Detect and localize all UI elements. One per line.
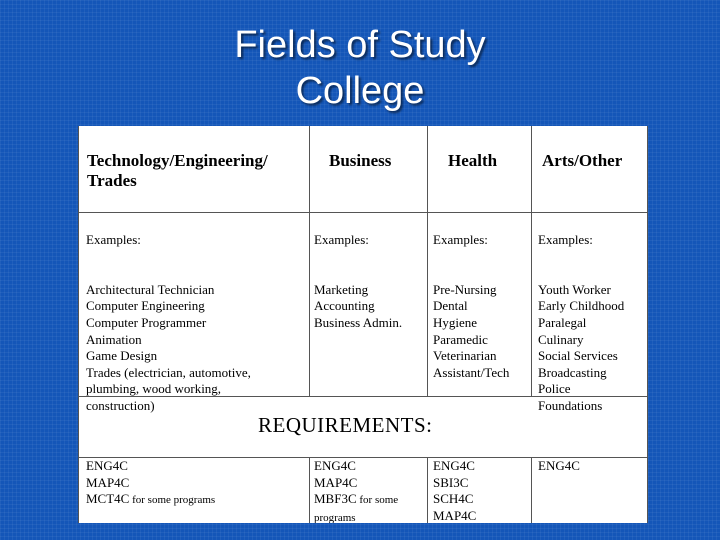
requirements-health xyxy=(433,458,476,523)
requirement-note: for some programs xyxy=(129,494,216,507)
header-health: Health xyxy=(448,151,498,170)
requirement-course: MCT4C xyxy=(86,491,130,507)
examples-list: Marketing Accounting Business Admin. xyxy=(314,281,403,330)
requirement-course: ENG4C xyxy=(86,458,128,473)
header-technology: Technology/Engineering/ Trades xyxy=(87,151,268,190)
column-divider xyxy=(531,126,532,396)
title-line-2: College xyxy=(295,70,425,112)
examples-label: Examples: xyxy=(86,231,141,247)
slide-title xyxy=(0,22,720,114)
table-border-left xyxy=(78,126,79,523)
requirements-heading: REQUIREMENTS: xyxy=(258,413,433,437)
examples-business xyxy=(314,215,402,348)
requirement-course: ENG4C xyxy=(314,458,356,473)
column-divider xyxy=(531,457,532,523)
examples-list: Pre-Nursing Dental Hygiene Paramedic Veterinarian Assistant/Tech xyxy=(433,281,510,380)
requirements-business xyxy=(314,458,398,523)
column-divider xyxy=(427,457,428,523)
requirement-course: SBI3C xyxy=(433,474,469,490)
requirement-course-with-note xyxy=(86,491,215,509)
header-arts-other: Arts/Other xyxy=(542,151,623,170)
requirement-course-with-note xyxy=(314,491,398,523)
requirement-course: MAP4C xyxy=(86,474,130,490)
examples-list: Architectural Technician Computer Engineering Computer Programmer Animation Game Design Trades (electrician, automotive, plumbing, wood working, construction) xyxy=(86,281,251,413)
column-divider xyxy=(309,126,310,396)
requirement-course: SCH4C xyxy=(433,491,474,507)
column-divider xyxy=(309,457,310,523)
requirements-technology xyxy=(86,458,215,509)
examples-label: Examples: xyxy=(433,231,488,247)
row-divider xyxy=(78,212,648,213)
header-business: Business xyxy=(329,151,392,170)
requirement-course: MAP4C xyxy=(433,507,477,523)
requirement-course: MAP4C xyxy=(314,474,358,490)
requirement-note: for some programs xyxy=(314,494,399,523)
table-border-right xyxy=(647,126,648,523)
examples-label: Examples: xyxy=(538,231,593,247)
examples-list: Youth Worker Early Childhood Paralegal Culinary Social Services Broadcasting Police Foundations xyxy=(538,281,625,413)
examples-health xyxy=(433,215,509,398)
title-line-1: Fields of Study xyxy=(234,24,486,66)
column-divider xyxy=(427,126,428,396)
requirements-arts-other xyxy=(538,458,580,475)
examples-technology xyxy=(86,215,251,431)
requirement-course: MBF3C xyxy=(314,491,357,507)
requirement-course: ENG4C xyxy=(538,458,580,473)
requirement-course: ENG4C xyxy=(433,458,475,473)
examples-arts-other xyxy=(538,215,624,431)
fields-table xyxy=(78,126,648,523)
examples-label: Examples: xyxy=(314,231,369,247)
